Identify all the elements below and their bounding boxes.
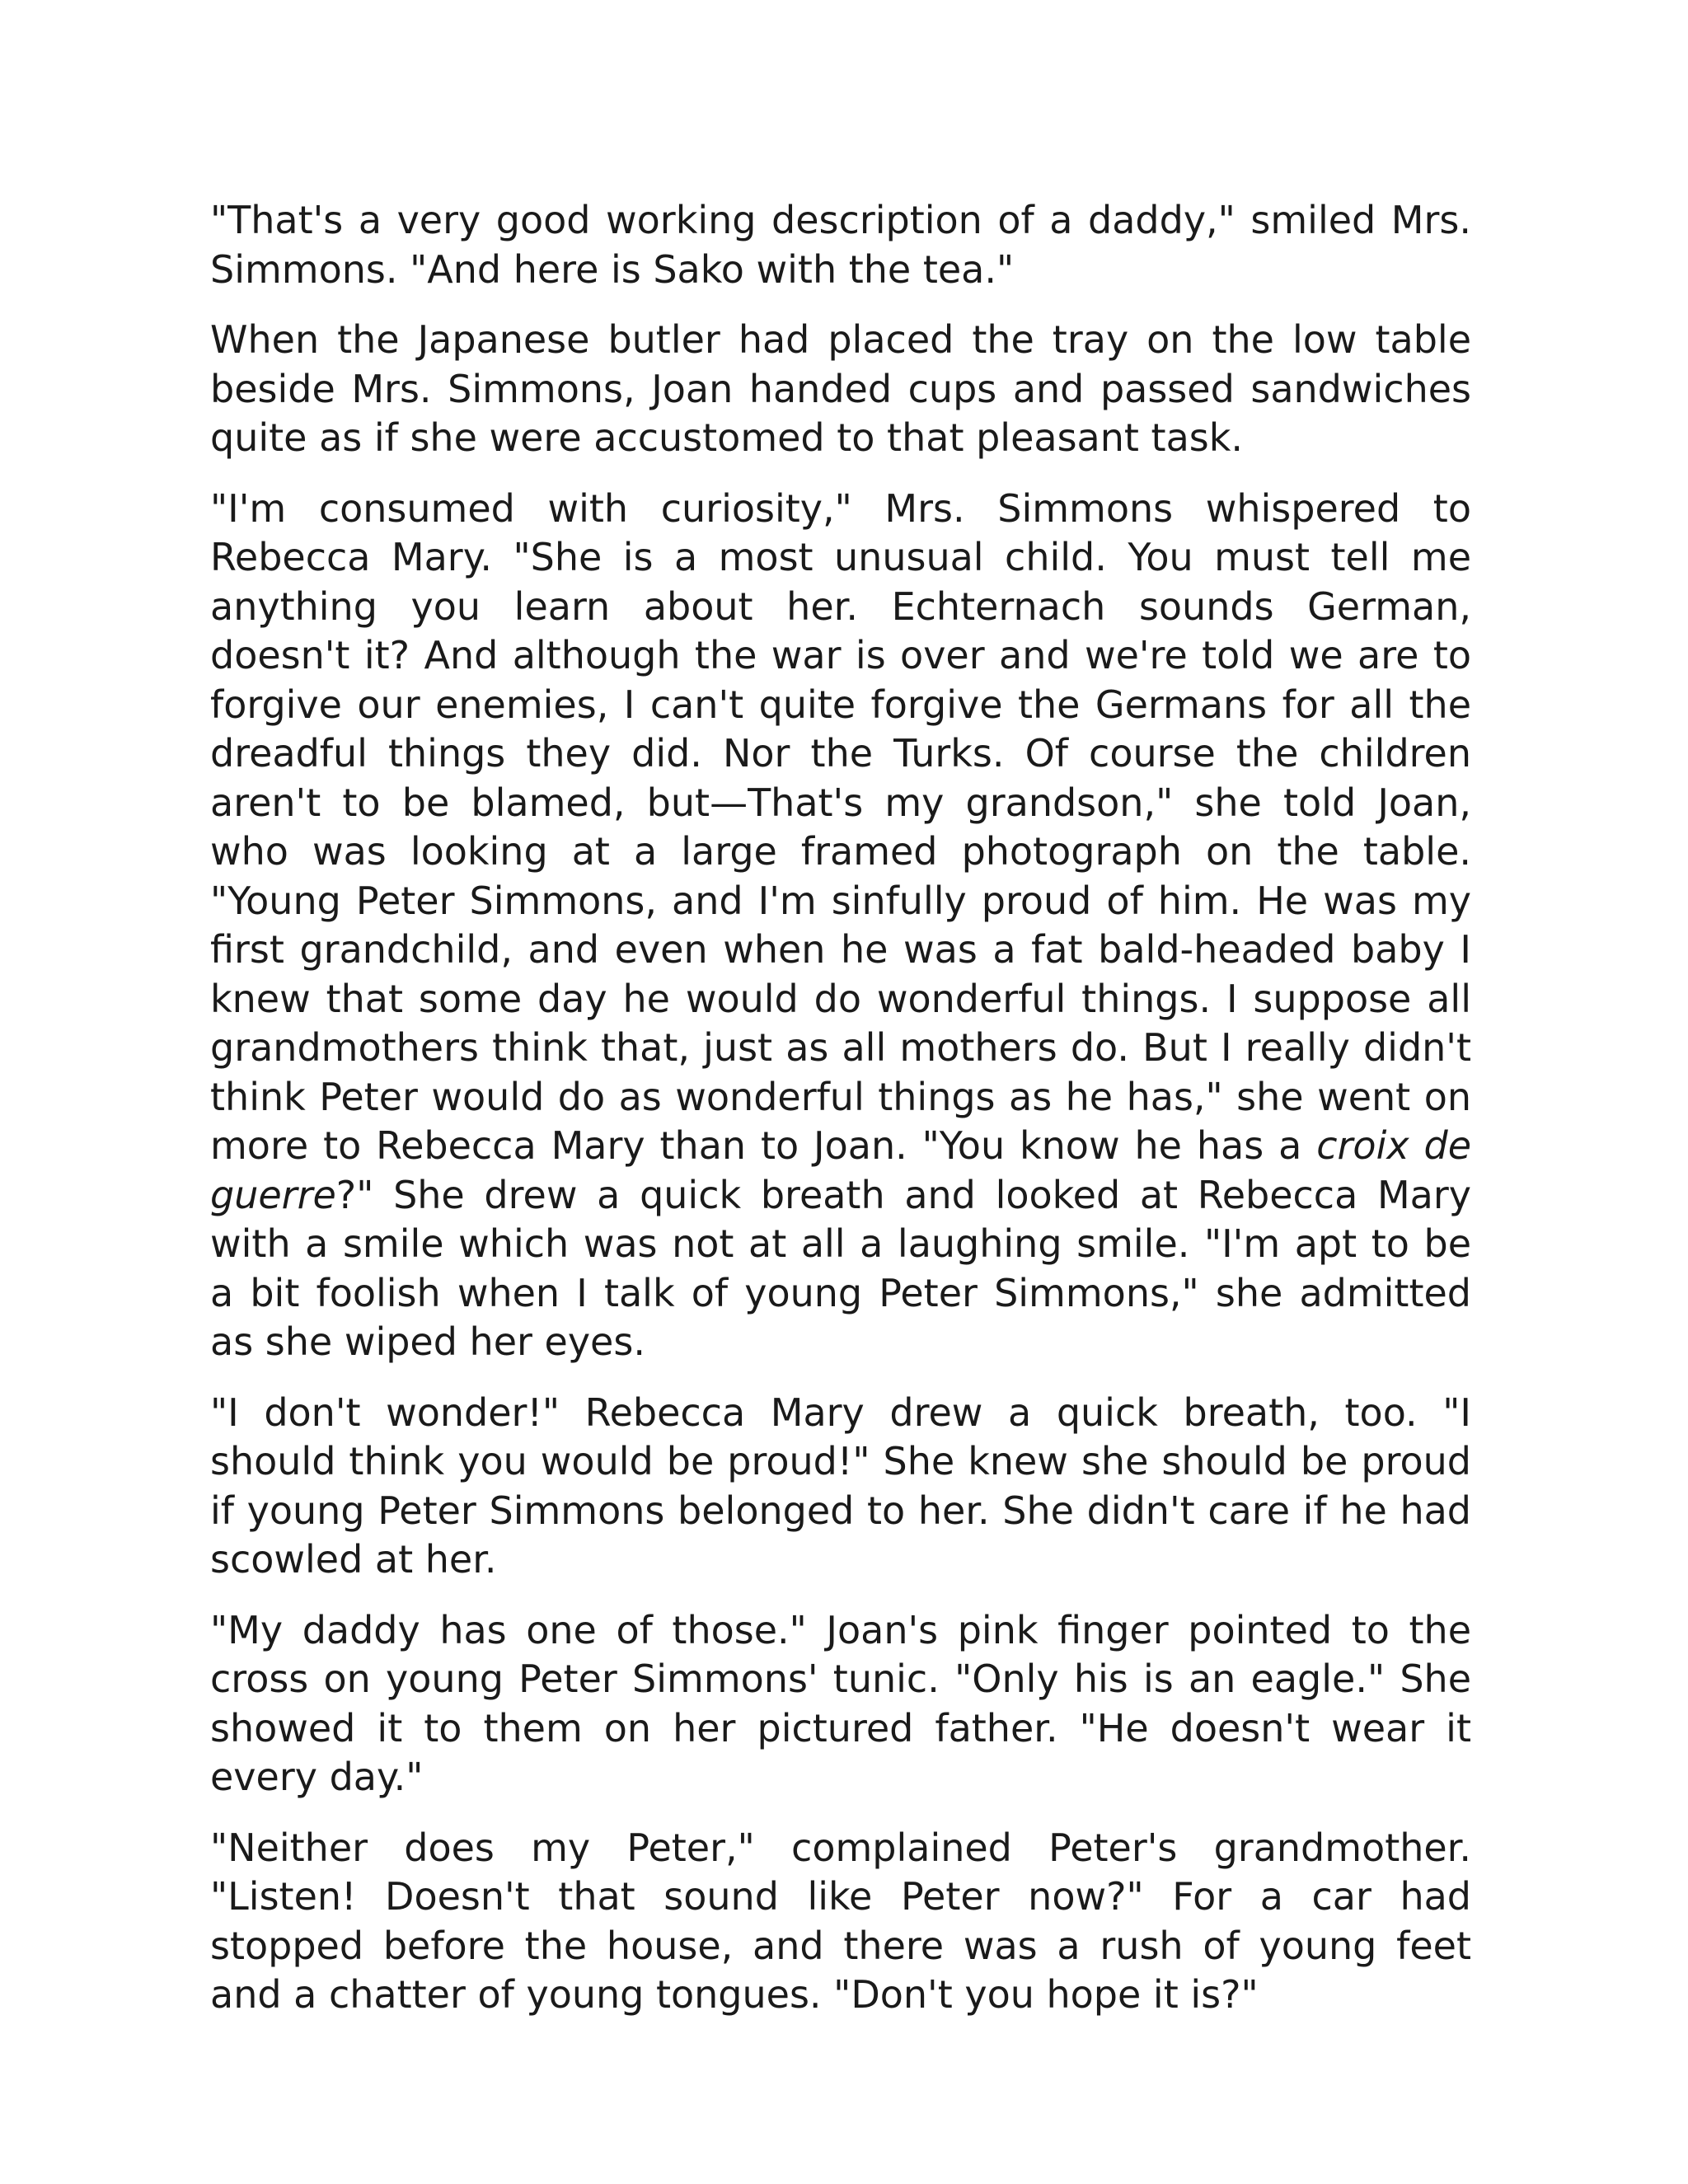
paragraph-3-text-after: ?" She drew a quick breath and looked at Rebecca Mary with a smile which was not at all a laughing smile. "I'm apt to be a bit foolish when I talk of young Peter Simmons," she admitted as she wiped her eyes. [210,1172,1471,1364]
paragraph-2: When the Japanese butler had placed the tray on the low table beside Mrs. Simmons, Joan handed cups and passed sandwiches quite as if she were accustomed to that pleasant task. [210,317,1471,460]
paragraph-5: "My daddy has one of those." Joan's pink finger pointed to the cross on young Peter Simmons' tunic. "Only his is an eagle." She showed it to them on her pictured father. "He doesn't wear it every day." [210,1607,1471,1799]
paragraph-3 [210,485,1471,1367]
paragraph-6: "Neither does my Peter," complained Peter's grandmother. "Listen! Doesn't that sound like Peter now?" For a car had stopped before the house, and there was a rush of young feet and a chatter of young tongues. "Don't you hope it is?" [210,1825,1471,2017]
paragraph-3-italic-phrase: croix de guerre [210,1123,1471,1217]
book-page [210,196,1471,2041]
paragraph-1: "That's a very good working description of a daddy," smiled Mrs. Simmons. "And here is Sako with the tea." [210,198,1471,292]
paragraph-3-text-before: "I'm consumed with curiosity," Mrs. Simmons whispered to Rebecca Mary. "She is a most unusual child. You must tell me anything you learn about her. Echternach sounds German, doesn't it? And although the war is over and we're told we are to forgive our enemies, I can't quite forgive the Germans for all the dreadful things they did. Nor the Turks. Of course the children aren't to be blamed, but—That's my grandson," she told Joan, who was looking at a large framed photograph on the table. "Young Peter Simmons, and I'm sinfully proud of him. He was my first grandchild, and even when he was a fat bald-headed baby I knew that some day he would do wonderful things. I suppose all grandmothers think that, just as all mothers do. But I really didn't think Peter would do as wonderful things as he has," she went on more to Rebecca Mary than to Joan. "You know he has a [210,485,1471,1168]
paragraph-4: "I don't wonder!" Rebecca Mary drew a quick breath, too. "I should think you would be proud!" She knew she should be proud if young Peter Simmons belonged to her. She didn't care if he had scowled at her. [210,1390,1471,1582]
